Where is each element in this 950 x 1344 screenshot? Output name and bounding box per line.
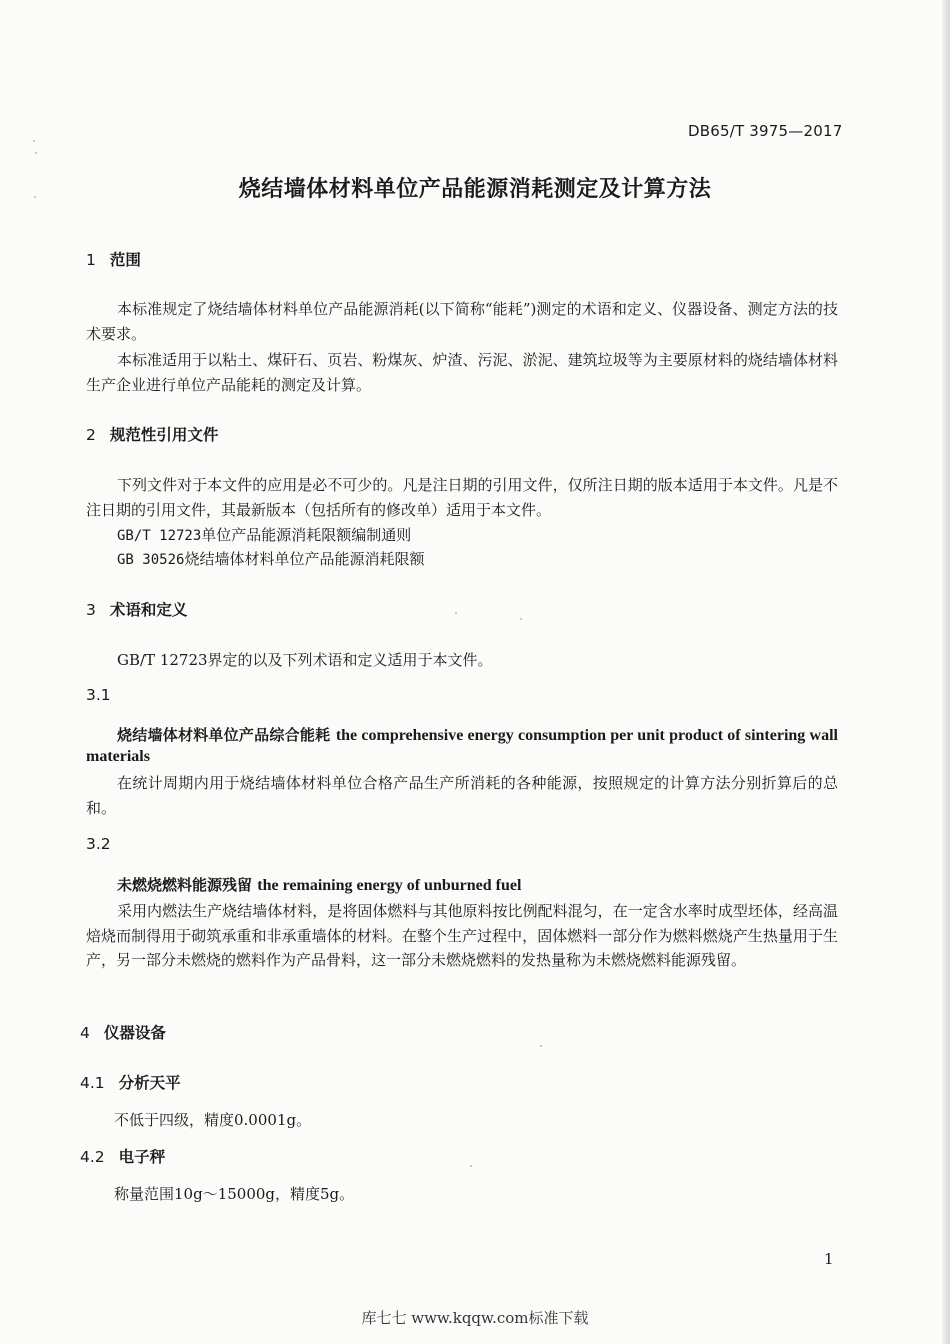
- scan-speck: [34, 196, 36, 198]
- scan-speck: [35, 152, 37, 154]
- subsection-number: 4.2: [80, 1148, 105, 1166]
- term-3-2-number: 3.2: [86, 835, 111, 853]
- section-title: 仪器设备: [103, 1024, 166, 1042]
- section-title: 规范性引用文件: [109, 426, 219, 444]
- scan-speck: [520, 618, 522, 620]
- subsection-4-1-heading: [80, 1071, 181, 1093]
- term-3-1-number: 3.1: [86, 686, 111, 704]
- section-number: 3: [86, 601, 96, 619]
- subsection-number: 4.1: [80, 1074, 105, 1092]
- section-3-intro: GB/T 12723界定的以及下列术语和定义适用于本文件。: [117, 651, 493, 669]
- subsection-4-2-heading: [80, 1145, 165, 1167]
- section-1-paragraph-2: 本标准适用于以粘土、煤矸石、页岩、粉煤灰、炉渣、污泥、淤泥、建筑垃圾等为主要原材料的烧结墙体材料生产企业进行单位产品能耗的测定及计算。: [86, 351, 838, 394]
- term-cn: 烧结墙体材料单位产品综合能耗: [117, 726, 331, 744]
- page-number: 1: [824, 1250, 834, 1268]
- section-number: 2: [86, 426, 96, 444]
- term-en: the comprehensive energy consumption per unit product of sintering wall materials: [86, 727, 838, 765]
- term-3-2-heading: [117, 874, 521, 895]
- section-4-heading: [80, 1021, 166, 1043]
- subsection-title: 电子秤: [118, 1148, 166, 1166]
- reference-code: GB 30526: [117, 552, 185, 568]
- scan-speck: [455, 612, 457, 614]
- section-number: 1: [86, 251, 96, 269]
- section-1-paragraph-1: 本标准规定了烧结墙体材料单位产品能源消耗(以下简称“能耗”)测定的术语和定义、仪器设备、测定方法的技术要求。: [86, 300, 838, 343]
- section-title: 范围: [109, 251, 141, 269]
- reference-code: GB/T 12723: [117, 528, 202, 544]
- term-3-2-definition: 采用内燃法生产烧结墙体材料，是将固体燃料与其他原料按比例配料混匀，在一定含水率时成型坯体，经高温焙烧而制得用于砌筑承重和非承重墙体的材料。在整个生产过程中，固体燃料一部分作为燃料燃烧产生热量用于生产，另一部分未燃烧的燃料作为产品骨料，这一部分未燃烧燃料的发热量称为未燃烧燃料能源残留。: [86, 902, 838, 969]
- reference-title: 烧结墙体材料单位产品能源消耗限额: [184, 550, 425, 568]
- page-title: 烧结墙体材料单位产品能源消耗测定及计算方法: [238, 177, 712, 202]
- subsection-title: 分析天平: [118, 1074, 181, 1092]
- section-2-paragraph: 下列文件对于本文件的应用是必不可少的。凡是注日期的引用文件，仅所注日期的版本适用于本文件。凡是不注日期的引用文件，其最新版本（包括所有的修改单）适用于本文件。: [86, 476, 838, 519]
- subsection-4-1-text: 不低于四级，精度0.0001g。: [114, 1111, 312, 1129]
- footer-watermark: 库七七 www.kqqw.com标准下载: [361, 1309, 589, 1327]
- subsection-4-2-text: 称量范围10g～15000g，精度5g。: [114, 1185, 355, 1203]
- scan-speck: [33, 140, 35, 142]
- section-1-heading: [86, 248, 141, 270]
- document-code: DB65/T 3975—2017: [688, 122, 843, 140]
- term-3-1-definition: 在统计周期内用于烧结墙体材料单位合格产品生产所消耗的各种能源，按照规定的计算方法分别折算后的总和。: [86, 774, 838, 817]
- reference-title: 单位产品能源消耗限额编制通则: [201, 526, 412, 544]
- reference-item: [117, 547, 424, 572]
- section-3-heading: [86, 598, 187, 620]
- reference-item: [117, 523, 411, 548]
- term-en: the remaining energy of unburned fuel: [257, 877, 522, 894]
- section-title: 术语和定义: [109, 601, 188, 619]
- section-number: 4: [80, 1024, 90, 1042]
- section-2-heading: [86, 423, 218, 445]
- term-3-1-heading: [86, 725, 838, 767]
- scan-speck: [470, 1165, 472, 1167]
- term-cn: 未燃烧燃料能源残留: [117, 876, 253, 894]
- scan-speck: [540, 1045, 542, 1047]
